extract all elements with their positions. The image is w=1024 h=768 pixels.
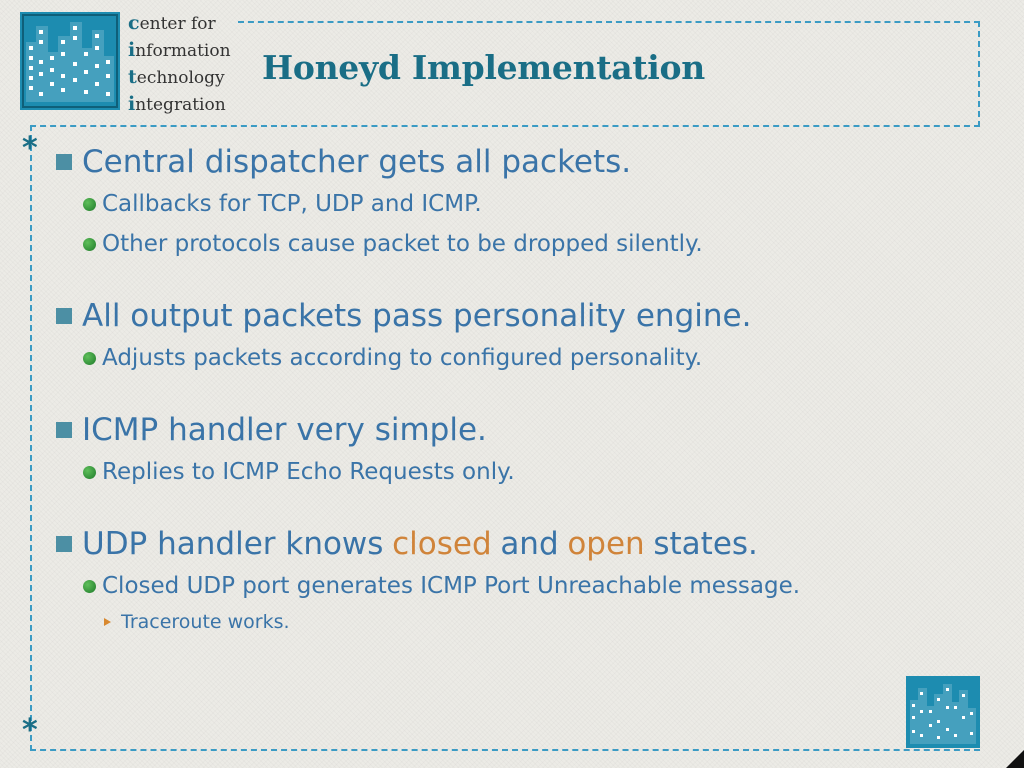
logo-line: integration — [128, 93, 226, 115]
bullet-group — [56, 140, 996, 264]
sub-sub-bullet-item: Traceroute works. — [104, 606, 996, 638]
bullet-item: All output packets pass personality engine. — [56, 294, 996, 338]
sub-bullet-item: Callbacks for TCP, UDP and ICMP. — [83, 184, 996, 224]
bullet-group — [56, 408, 996, 492]
sub-bullet-item: Closed UDP port generates ICMP Port Unreachable message. — [83, 566, 996, 606]
bullet-item: ICMP handler very simple. — [56, 408, 996, 452]
sub-bullet-item: Replies to ICMP Echo Requests only. — [83, 452, 996, 492]
bullet-item: Central dispatcher gets all packets. — [56, 140, 996, 184]
sub-bullet-item: Other protocols cause packet to be dropped silently. — [83, 224, 996, 264]
sub-bullet-item: Adjusts packets according to configured personality. — [83, 338, 996, 378]
bullet-group — [56, 294, 996, 378]
bullet-group — [56, 522, 996, 638]
square-bullet-icon — [56, 536, 72, 552]
city-skyline-icon — [20, 12, 120, 110]
round-bullet-icon — [83, 580, 96, 593]
slide-corner-triangle — [1006, 750, 1024, 768]
logo-line: technology — [128, 66, 225, 88]
logo-line: center for — [128, 12, 216, 34]
slide-title: Honeyd Implementation — [262, 48, 705, 87]
highlight-open: open — [567, 526, 645, 562]
round-bullet-icon — [83, 238, 96, 251]
bullet-item: UDP handler knows closed and open states. — [56, 522, 996, 566]
corner-logo — [906, 676, 980, 748]
logo-line: information — [128, 39, 231, 61]
highlight-closed: closed — [392, 526, 492, 562]
round-bullet-icon — [83, 352, 96, 365]
round-bullet-icon — [83, 198, 96, 211]
triangle-bullet-icon — [104, 618, 111, 626]
logo-wordmark — [128, 10, 231, 118]
asterisk-decoration-top: * — [22, 131, 38, 166]
square-bullet-icon — [56, 308, 72, 324]
square-bullet-icon — [56, 154, 72, 170]
cit-logo — [20, 12, 120, 110]
square-bullet-icon — [56, 422, 72, 438]
asterisk-decoration-bottom: * — [22, 713, 38, 748]
round-bullet-icon — [83, 466, 96, 479]
bullet-list — [56, 140, 996, 668]
city-skyline-icon — [906, 676, 980, 748]
